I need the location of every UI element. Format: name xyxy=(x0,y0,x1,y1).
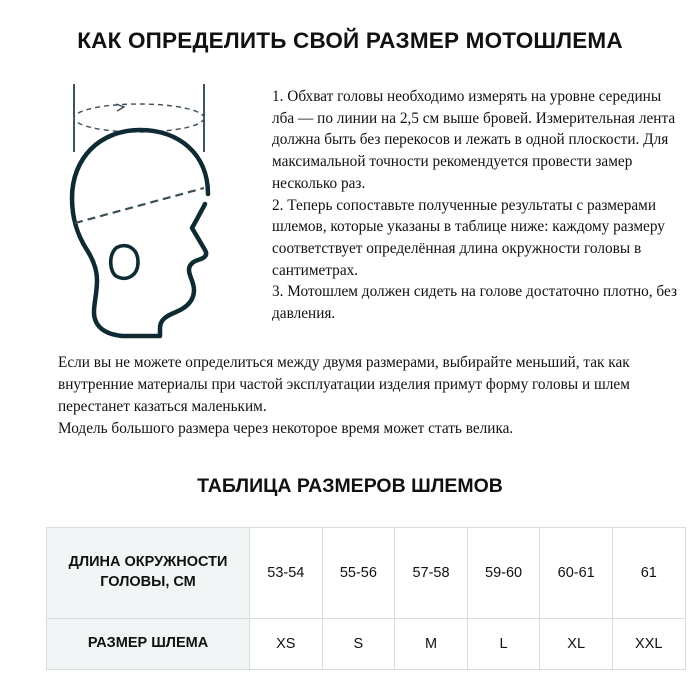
circumference-cell-2: 55-56 xyxy=(322,528,395,619)
notes-block xyxy=(58,352,658,439)
note-1: Если вы не можете определиться между двумя размерами, выбирайте меньший, так как внутренние материалы при частой эксплуатации изделия примут форму головы и шлем перестанет казаться маленьким. xyxy=(58,354,630,415)
note-2: Модель большого размера через некоторое время может стать велика. xyxy=(58,419,514,437)
size-cell-6: XXL xyxy=(612,619,685,670)
table-row xyxy=(47,619,686,670)
row-label-circumference: ДЛИНА ОКРУЖНОСТИ ГОЛОВЫ, СМ xyxy=(47,528,250,619)
size-cell-1: XS xyxy=(250,619,323,670)
instruction-3: 3. Мотошлем должен сидеть на голове достаточно плотно, без давления. xyxy=(272,283,678,323)
page-title: КАК ОПРЕДЕЛИТЬ СВОЙ РАЗМЕР МОТОШЛЕМА xyxy=(77,28,623,53)
table-title: ТАБЛИЦА РАЗМЕРОВ ШЛЕМОВ xyxy=(197,475,503,497)
circumference-cell-4: 59-60 xyxy=(467,528,540,619)
ear-outline xyxy=(111,246,138,279)
size-cell-2: S xyxy=(322,619,395,670)
row-label-helmet-size: РАЗМЕР ШЛЕМА xyxy=(47,619,250,670)
instruction-2: 2. Теперь сопоставьте полученные результаты с размерами шлемов, которые указаны в таблице ниже: каждому размеру соответствует определённая длина окружности головы в сантиметрах. xyxy=(272,196,665,279)
size-table xyxy=(46,527,686,670)
forehead-measure-line xyxy=(75,188,204,223)
head-profile-outline xyxy=(72,130,208,336)
instructions-block xyxy=(272,86,680,325)
table-row xyxy=(47,528,686,619)
circumference-cell-3: 57-58 xyxy=(395,528,468,619)
circumference-cell-6: 61 xyxy=(612,528,685,619)
circumference-cell-5: 60-61 xyxy=(540,528,613,619)
circumference-cell-1: 53-54 xyxy=(250,528,323,619)
head-measurement-diagram xyxy=(42,80,272,360)
size-cell-5: XL xyxy=(540,619,613,670)
instruction-1: 1. Обхват головы необходимо измерять на уровне середины лба — по линии на 2,5 см выше бровей. Измерительная лента должна быть без перекосов и лежать в одной плоскости. Для максимальной точности рекомендуется провести замер несколько раз. xyxy=(272,88,676,192)
size-cell-4: L xyxy=(467,619,540,670)
size-cell-3: M xyxy=(395,619,468,670)
